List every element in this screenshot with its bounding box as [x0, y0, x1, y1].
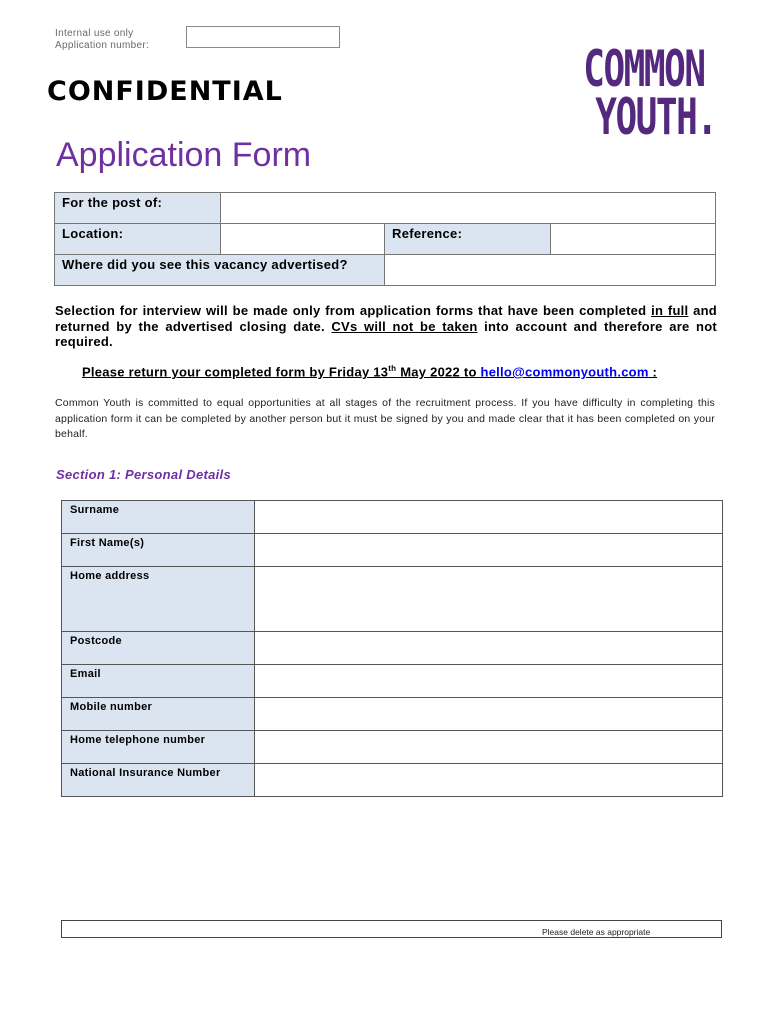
application-number-field[interactable]: [186, 26, 340, 48]
surname-label: Surname: [62, 501, 255, 534]
email-link[interactable]: hello@commonyouth.com: [480, 364, 649, 380]
location-field[interactable]: [221, 224, 385, 255]
delete-note: Please delete as appropriate: [542, 927, 651, 937]
mobile-number-label: Mobile number: [62, 698, 255, 731]
email-label: Email: [62, 665, 255, 698]
confidential-heading: CONFIDENTIAL: [47, 76, 283, 107]
national-insurance-label: National Insurance Number: [62, 764, 255, 797]
vacancy-source-label: Where did you see this vacancy advertised?: [55, 255, 385, 286]
reference-label: Reference:: [385, 224, 551, 255]
mobile-number-field[interactable]: [255, 698, 723, 731]
email-field[interactable]: [255, 665, 723, 698]
selection-text-a: Selection for interview will be made only from application forms that have been completed: [55, 303, 652, 318]
national-insurance-field[interactable]: [255, 764, 723, 797]
personal-details-table: [61, 500, 723, 797]
logo-line-1: COMMON: [583, 40, 705, 98]
return-text-a: Please return your completed form by Friday 13: [82, 364, 389, 380]
in-full-text: in full: [651, 303, 689, 318]
post-label: For the post of:: [55, 193, 221, 224]
location-label: Location:: [55, 224, 221, 255]
selection-text-c: and returned by the advertised closing date.: [55, 303, 717, 334]
post-details-table: [54, 192, 716, 286]
return-text-c: :: [648, 364, 658, 380]
application-number-label: Application number:: [55, 40, 150, 51]
cvs-not-taken-text: CVs will not be taken: [331, 318, 478, 334]
home-address-label: Home address: [62, 567, 255, 632]
post-field[interactable]: [221, 193, 716, 224]
first-name-field[interactable]: [255, 534, 723, 567]
home-telephone-label: Home telephone number: [62, 731, 255, 764]
postcode-field[interactable]: [255, 632, 723, 665]
first-name-label: First Name(s): [62, 534, 255, 567]
internal-use-line: Internal use only: [55, 28, 134, 39]
equal-opportunities-text: Common Youth is committed to equal opportunities at all stages of the recruitment process. If you have difficulty in completing this application form it can be completed by another person but it must be signed by you and made clear that it has been completed on your behalf.: [55, 397, 715, 440]
common-youth-logo: [517, 42, 717, 146]
selection-notice: [55, 303, 717, 350]
home-address-field[interactable]: [255, 567, 723, 632]
page-title: Application Form: [56, 136, 312, 174]
home-telephone-field[interactable]: [255, 731, 723, 764]
return-instructions: [82, 364, 657, 379]
return-text-sup: th: [388, 364, 397, 373]
logo-line-2: YOUTH.: [595, 88, 717, 146]
postcode-label: Postcode: [62, 632, 255, 665]
selection-text-e: into account and therefore are not required.: [55, 318, 718, 349]
vacancy-source-field[interactable]: [385, 255, 716, 286]
section-1-heading: Section 1: Personal Details: [56, 467, 231, 482]
return-text-b: May 2022 to: [396, 364, 481, 380]
reference-field[interactable]: [551, 224, 716, 255]
internal-use-label: [55, 28, 149, 52]
surname-field[interactable]: [255, 501, 723, 534]
